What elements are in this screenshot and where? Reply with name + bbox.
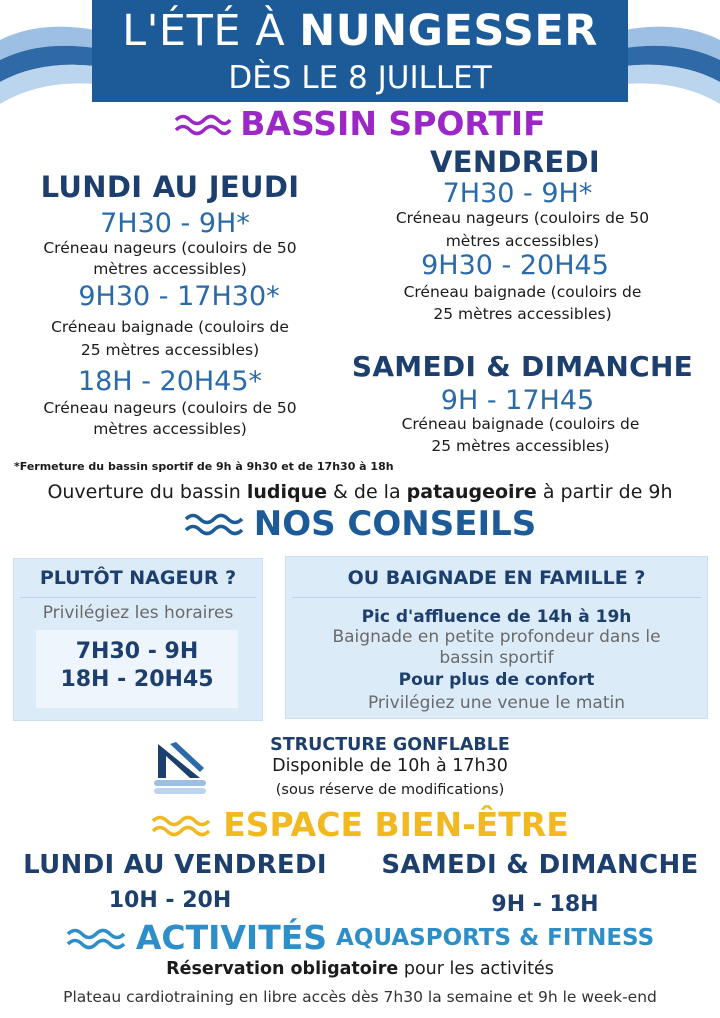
activites-label: ACTIVITÉS: [135, 918, 328, 957]
slot-desc-line: mètres accessibles): [93, 260, 247, 278]
gonflable-availability: Disponible de 10h à 17h30: [272, 756, 508, 776]
slot-time: 9H30 - 17H30*: [78, 281, 280, 312]
day-monday-thursday: LUNDI AU JEUDI: [40, 170, 300, 204]
gonflable-note: (sous réserve de modifications): [275, 782, 505, 798]
slot-description: [0, 398, 340, 440]
recommended-time: 18H - 20H45: [60, 667, 214, 692]
advice-text: [286, 627, 707, 669]
bien-etre-weekday-label: LUNDI AU VENDREDI: [23, 850, 327, 880]
slot-desc-line: Créneau baignade (couloirs de: [403, 283, 642, 301]
recommended-time: 7H30 - 9H: [75, 639, 199, 664]
slot-desc-line: Créneau baignade (couloirs de: [51, 318, 289, 336]
slot-description: [0, 316, 340, 362]
family-advice-panel: [285, 556, 708, 719]
bassin-sportif-label: BASSIN SPORTIF: [240, 104, 546, 143]
wave-icon: [66, 925, 128, 951]
decorative-waves-left: [0, 0, 100, 120]
slot-desc-line: Créneau baignade (couloirs de: [401, 415, 640, 433]
bien-etre-weekday-hours: 10H - 20H: [108, 888, 232, 913]
inflatable-slide-icon: [152, 738, 208, 796]
comfort-heading: Pour plus de confort: [398, 670, 595, 690]
nos-conseils-label: NOS CONSEILS: [253, 504, 537, 544]
activites-title: [0, 918, 720, 957]
title-name: NUNGESSER: [299, 6, 598, 56]
slot-time: 9H - 17H45: [440, 385, 595, 416]
slot-desc-line: Créneau nageurs (couloirs de 50: [43, 239, 297, 257]
slot-time: 7H30 - 9H*: [442, 178, 593, 209]
bien-etre-weekend-hours: 9H - 18H: [491, 892, 599, 917]
slot-description: [360, 281, 685, 325]
slot-desc-line: mètres accessibles): [445, 232, 600, 250]
wave-icon: [184, 510, 246, 538]
ludique-text: & de la: [326, 481, 407, 503]
slot-time: 18H - 20H45*: [77, 366, 263, 397]
pataugeoire-bold: pataugeoire: [406, 481, 537, 503]
ludique-text: à partir de 9h: [536, 481, 673, 503]
recommended-times-box: [36, 630, 238, 708]
slot-description: [360, 207, 685, 253]
bien-etre-weekend-label: SAMEDI & DIMANCHE: [381, 850, 699, 880]
wave-icon: [174, 111, 232, 137]
panel-divider: [20, 597, 256, 598]
advice-line: Baignade en petite profondeur dans le: [332, 627, 661, 647]
panel-text: Privilégiez les horaires: [42, 603, 234, 623]
slot-desc-line: 25 mètres accessibles): [431, 437, 610, 455]
wave-icon: [151, 812, 215, 838]
bassin-sportif-title: [0, 104, 720, 143]
ludique-text: Ouverture du bassin: [47, 481, 247, 503]
ludique-bold: ludique: [246, 481, 327, 503]
panel-heading: PLUTÔT NAGEUR ?: [39, 567, 237, 589]
slot-desc-line: 25 mètres accessibles): [433, 305, 612, 323]
bien-etre-title: [0, 805, 720, 844]
day-weekend: SAMEDI & DIMANCHE: [351, 350, 694, 383]
slot-desc-line: mètres accessibles): [93, 420, 247, 438]
footnote: *Fermeture du bassin sportif de 9h à 9h30 et de 17h30 à 18h: [14, 460, 394, 473]
advice-line: bassin sportif: [439, 648, 554, 668]
bien-etre-label: ESPACE BIEN-ÊTRE: [223, 805, 569, 844]
ludique-opening-line: [0, 481, 720, 503]
gonflable-title: STRUCTURE GONFLABLE: [270, 735, 510, 755]
slot-desc-line: 25 mètres accessibles): [80, 341, 260, 359]
title-prefix: L'ÉTÉ À: [122, 6, 286, 56]
slot-description: [358, 413, 683, 457]
decorative-waves-right: [620, 0, 720, 120]
slot-desc-line: Créneau nageurs (couloirs de 50: [43, 399, 297, 417]
reservation-line: [0, 959, 720, 979]
reservation-bold: Réservation obligatoire: [166, 959, 399, 979]
slot-time: 9H30 - 20H45: [421, 250, 609, 281]
panel-divider: [292, 597, 701, 598]
nos-conseils-title: [0, 504, 720, 544]
slot-desc-line: Créneau nageurs (couloirs de 50: [395, 209, 650, 227]
peak-hours: Pic d'affluence de 14h à 19h: [361, 607, 632, 627]
page-title: [92, 6, 628, 56]
activites-subtitle: AQUASPORTS & FITNESS: [336, 924, 655, 951]
page-subtitle: DÈS LE 8 JUILLET: [228, 60, 492, 96]
comfort-advice: Privilégiez une venue le matin: [367, 693, 625, 713]
reservation-text: pour les activités: [398, 959, 554, 979]
day-friday: VENDREDI: [430, 145, 600, 179]
slot-time: 7H30 - 9H*: [100, 208, 250, 239]
slot-description: [0, 238, 340, 280]
cardio-line: Plateau cardiotraining en libre accès dès 7h30 la semaine et 9h le week-end: [63, 988, 657, 1006]
panel-heading: OU BAIGNADE EN FAMILLE ?: [347, 567, 646, 589]
